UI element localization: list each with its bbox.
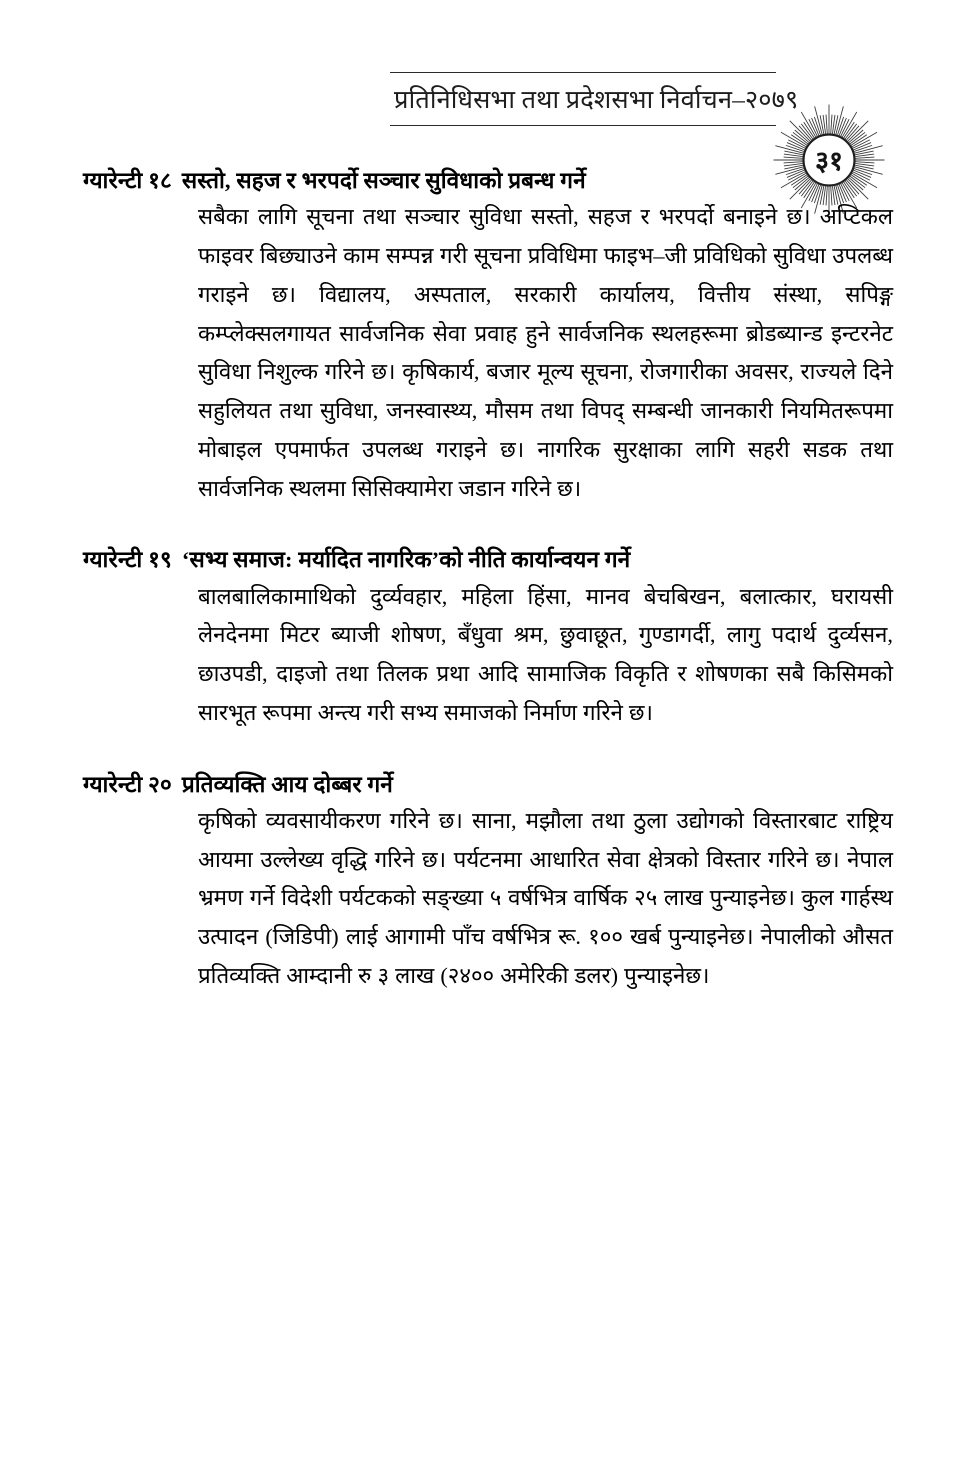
guarantee-title-19: ‘सभ्य समाज: मर्यादित नागरिक’को नीति कार्यान्वयन गर्ने [181,547,631,573]
guarantee-body-20: कृषिको व्यवसायीकरण गरिने छ। साना, मझौला तथा ठुला उद्योगको विस्तारबाट राष्ट्रिय आयमा उल्लेख्य वृद्धि गरिने छ। पर्यटनमा आधारित सेवा क्षेत्रको विस्तार गरिने छ। नेपाल भ्रमण गर्ने विदेशी पर्यटकको सङ्ख्या ५ वर्षभित्र वार्षिक २५ लाख पुन्याइनेछ। कुल गार्हस्थ उत्पादन (जिडिपी) लाई आगामी पाँच वर्षभित्र रू. १०० खर्ब पुन्याइनेछ। नेपालीको औसत प्रतिव्यक्ति आम्दानी रु ३ लाख (२४०० अमेरिकी डलर) पुन्याइनेछ। [198,807,893,989]
guarantee-heading-19 [83,544,893,575]
header-rule-box [390,72,799,126]
guarantee-label-19: ग्यारेन्टी १९ [83,547,172,573]
running-header-title: प्रतिनिधिसभा तथा प्रदेशसभा निर्वाचन–२०७९ [394,85,799,114]
guarantee-title-18: सस्तो, सहज र भरपर्दो सञ्चार सुविधाको प्रबन्ध गर्ने [181,168,586,193]
page-header [0,52,975,176]
guarantee-section-19 [83,544,893,732]
guarantee-section-18 [83,165,893,508]
guarantee-body-19: बालबालिकामाथिको दुर्व्यवहार, महिला हिंसा, मानव बेचबिखन, बलात्कार, घरायसी लेनदेनमा मिटर ब्याजी शोषण, बँधुवा श्रम, छुवाछूत, गुण्डागर्दी, लागु पदार्थ दुर्व्यसन, छाउपडी, दाइजो तथा तिलक प्रथा आदि सामाजिक विकृति र शोषणका सबै किसिमको सारभूत रूपमा अन्त्य गरी सभ्य समाजको निर्माण गरिने छ। [198,583,893,725]
guarantee-title-20: प्रतिव्यक्ति आय दोब्बर गर्ने [181,771,393,797]
page-number-text: ३१ [814,145,844,176]
guarantee-heading-20 [83,769,893,800]
guarantee-label-20: ग्यारेन्टी २० [83,771,172,797]
guarantee-label-18: ग्यारेन्टी १८ [83,168,172,193]
guarantee-section-20 [83,769,893,996]
document-content [83,165,893,1026]
guarantee-body-18: सबैका लागि सूचना तथा सञ्चार सुविधा सस्तो, सहज र भरपर्दो बनाइने छ। अप्टिकल फाइवर बिछ्याउने काम सम्पन्न गरी सूचना प्रविधिमा फाइभ–जी प्रविधिको सुविधा उपलब्ध गराइने छ। विद्यालय, अस्पताल, सरकारी कार्यालय, वित्तीय संस्था, सपिङ्ग कम्प्लेक्सलगायत सार्वजनिक सेवा प्रवाह हुने सार्वजनिक स्थलहरूमा ब्रोडब्यान्ड इन्टरनेट सुविधा निशुल्क गरिने छ। कृषिकार्य, बजार मूल्य सूचना, रोजगारीका अवसर, राज्यले दिने सहुलियत तथा सुविधा, जनस्वास्थ्य, मौसम तथा विपद् सम्बन्धी जानकारी नियमितरूपमा मोबाइल एपमार्फत उपलब्ध गराइने छ। नागरिक सुरक्षाका लागि सहरी सडक तथा सार्वजनिक स्थलमा सिसिक्यामेरा जडान गरिने छ। [198,204,893,501]
guarantee-heading-18 [83,165,893,196]
